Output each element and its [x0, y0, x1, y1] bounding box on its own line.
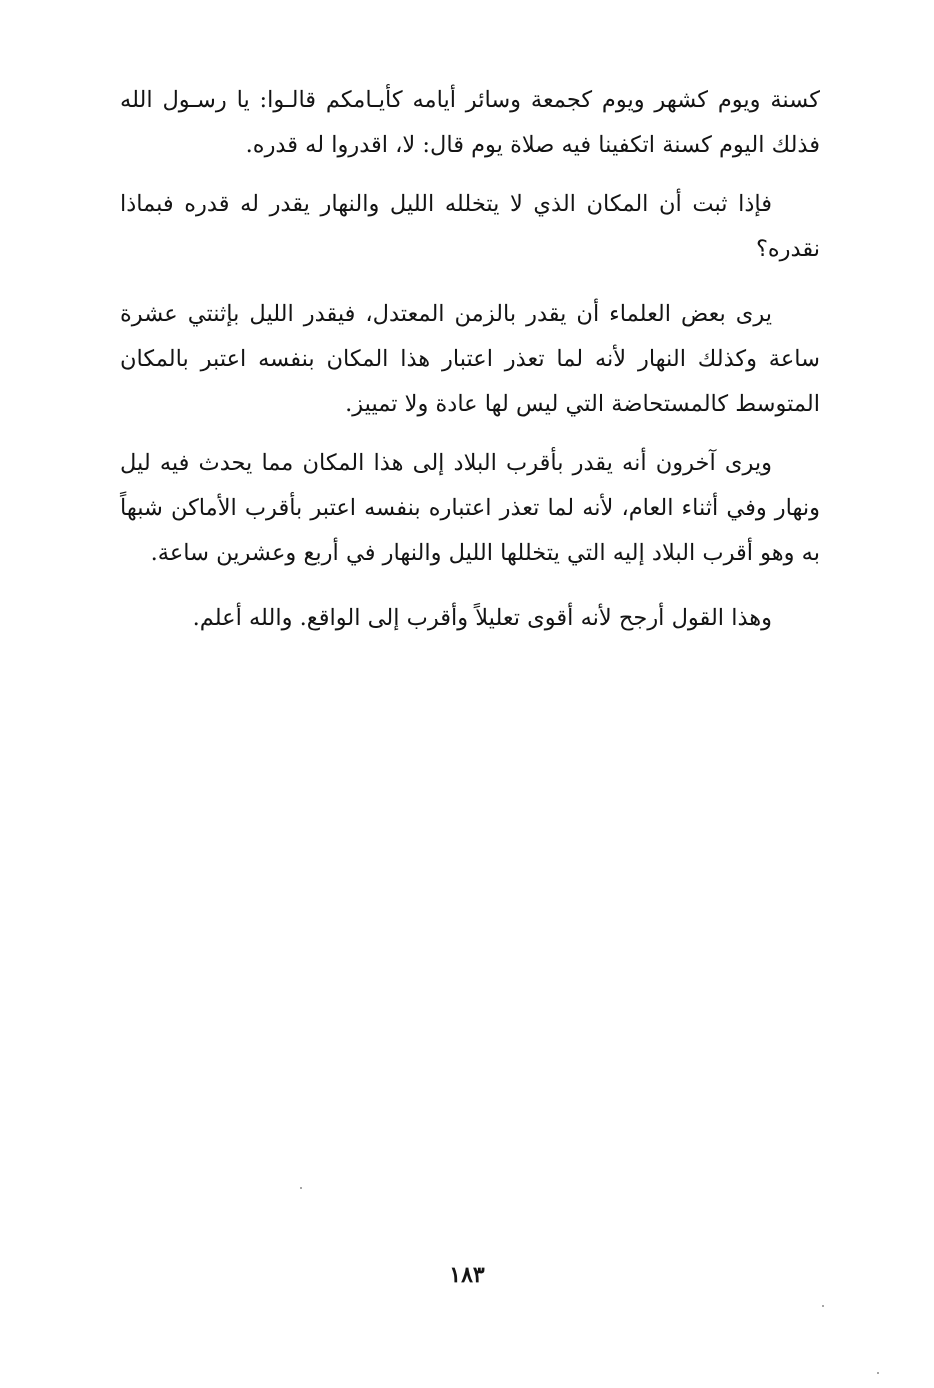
scan-speck	[300, 1187, 302, 1189]
paragraph-2	[120, 182, 820, 272]
body-text	[120, 78, 820, 641]
paragraph-1-line-1: كسنة ويوم كشهر ويوم كجمعة وسائر أيامه كأيـامكم قالـوا: يا رسـول الله	[120, 87, 820, 113]
paragraph-4-line-4: ساعة.	[150, 540, 209, 566]
paragraph-2-line-2: نقدره؟	[755, 236, 820, 262]
scan-speck	[877, 1372, 879, 1374]
paragraph-4-line-1: ويرى آخرون أنه يقدر بأقرب البلاد إلى هذا المكان مما يحدث فيه	[159, 450, 772, 476]
page-number: ١٨٣	[449, 1262, 485, 1288]
paragraph-3-line-1: يرى بعض العلماء أن يقدر بالزمن المعتدل، فيقدر الليل بإثنتي عشرة	[120, 301, 772, 327]
paragraph-4-line-3: شبهاً به وهو أقرب البلاد إليه التي يتخللها الليل والنهار في أربع وعشرين	[120, 495, 820, 566]
scan-speck	[822, 1305, 824, 1307]
paragraph-1	[120, 78, 820, 168]
paragraph-3-line-3: المتوسط كالمستحاضة التي ليس لها عادة ولا تمييز.	[345, 391, 820, 417]
paragraph-3-line-2: ساعة وكذلك النهار لأنه لما تعذر اعتبار هذا المكان بنفسه اعتبر بالمكان	[120, 346, 820, 372]
paragraph-2-line-1: فإذا ثبت أن المكان الذي لا يتخلله الليل والنهار يقدر له قدره فبماذا	[120, 191, 772, 217]
paragraph-1-line-2: فذلك اليوم كسنة اتكفينا فيه صلاة يوم قال: لا، اقدروا له قدره.	[245, 132, 820, 158]
paragraph-4	[120, 441, 820, 576]
paragraph-4-line-2: ليل ونهار وفي أثناء العام، لأنه لما تعذر اعتباره بنفسه اعتبر بأقرب الأماكن	[120, 450, 820, 521]
paragraph-5	[120, 596, 820, 641]
paragraph-5-line-1: وهذا القول أرجح لأنه أقوى تعليلاً وأقرب إلى الواقع. والله أعلم.	[192, 605, 772, 631]
paragraph-3	[120, 292, 820, 427]
